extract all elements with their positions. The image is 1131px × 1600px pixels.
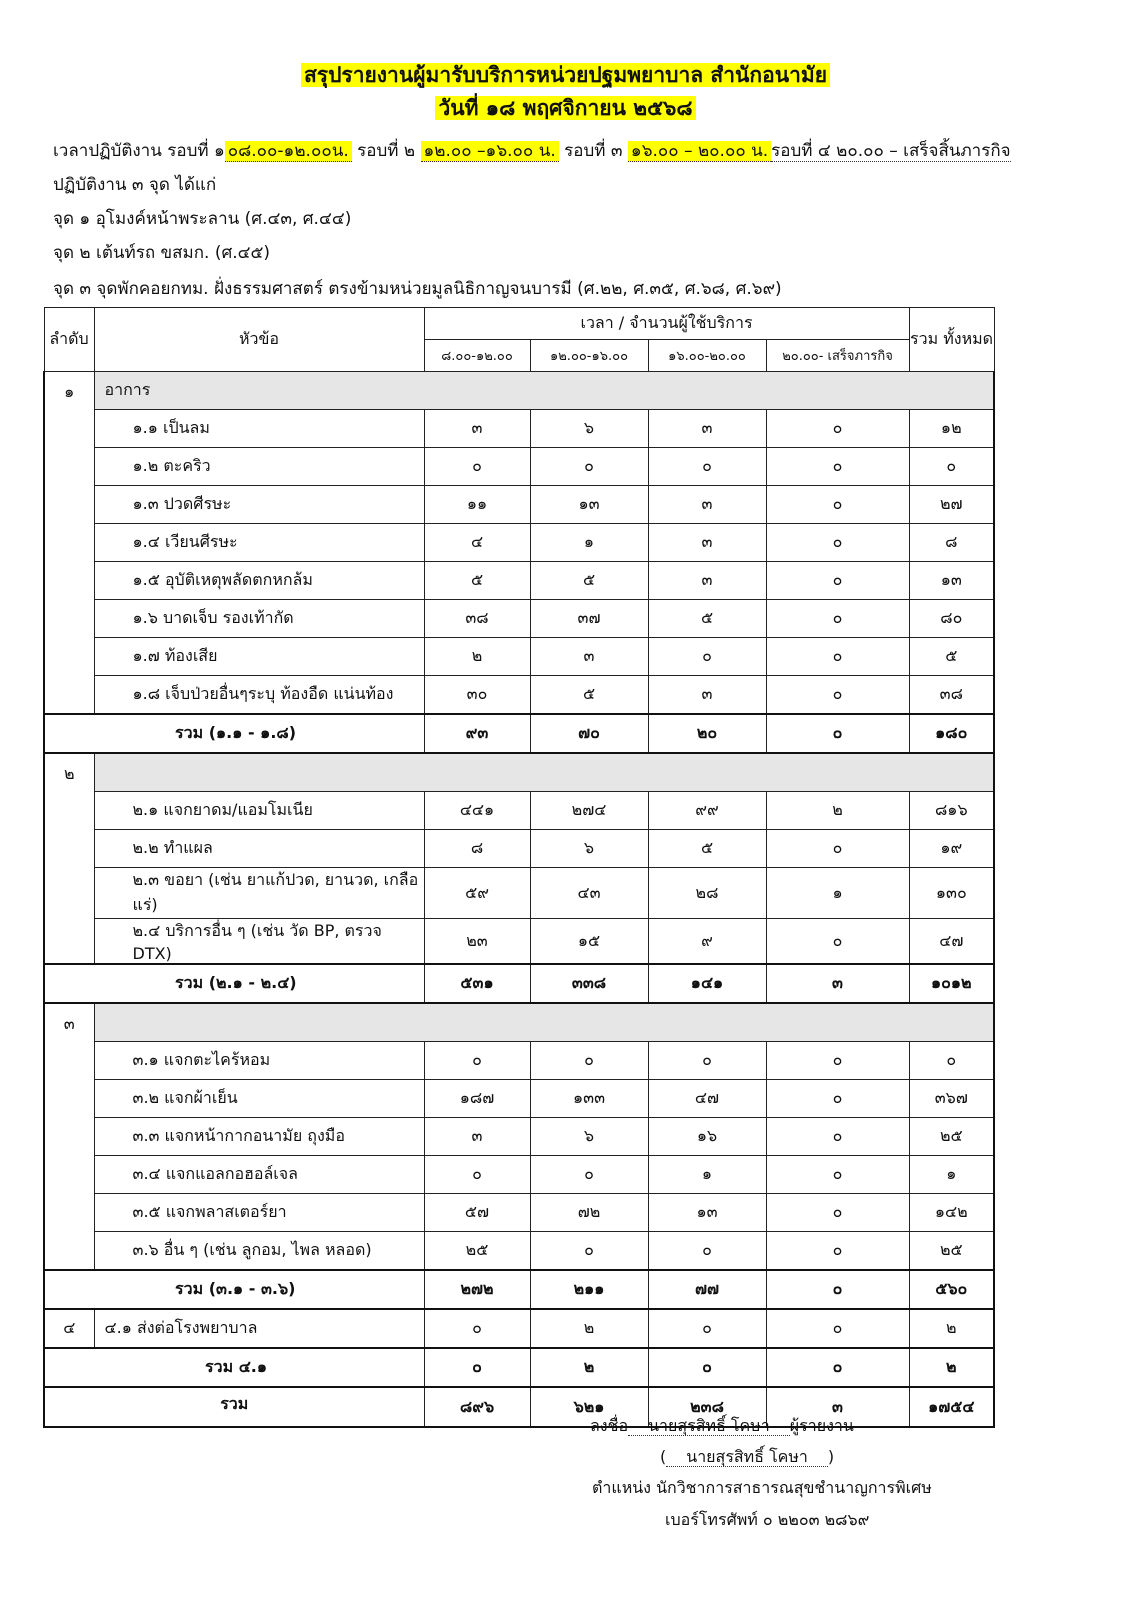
cell: ๖๒๑ [530,1387,648,1427]
header-total: รวม ทั้งหมด [909,308,994,372]
position-line: ตำแหน่ง นักวิชาการสาธารณสุขชำนาญการพิเศษ [592,1478,932,1497]
category-number: ๓ [44,1003,94,1270]
subtotal-row [44,714,994,753]
shift-2-time: ๑๒.๐๐ –๑๖.๐๐ น. [421,141,559,162]
cell: ๕ [424,562,530,600]
cell: ๐ [766,1309,909,1348]
cell: ๓ [424,410,530,448]
category-row [44,372,994,410]
table-row [44,1194,994,1232]
cell: ๐ [424,1156,530,1194]
cell: ๙๓ [424,714,530,753]
cell: ๓ [648,524,766,562]
table-row [44,919,994,965]
cell: ๓๐ [424,676,530,715]
cell: ๐ [766,1348,909,1387]
cell: ๕ [530,562,648,600]
cell: ๓๓๘ [530,964,648,1003]
cell: ๐ [424,448,530,486]
row-label: ๑.๕ อุบัติเหตุพลัดตกหกล้ม [94,562,424,600]
open-paren: ( [660,1447,667,1466]
cell: ๐ [424,1309,530,1348]
row-label: ๓.๖ อื่น ๆ (เช่น ลูกอม, ไพล หลอด) [94,1232,424,1271]
cell-total: ๓๖๗ [909,1080,994,1118]
cell-total: ๕๖๐ [909,1270,994,1309]
cell: ๕๙ [424,868,530,919]
report-date [0,93,1131,123]
phone-line: เบอร์โทรศัพท์ ๐ ๒๒๐๓ ๒๘๖๙ [665,1510,870,1529]
subtotal-row [44,1270,994,1309]
cell: ๓ [648,410,766,448]
category-number: ๒ [44,753,94,964]
report-date-text: วันที่ ๑๘ พฤศจิกายน ๒๕๖๘ [435,96,695,120]
table-row [44,1118,994,1156]
cell: ๐ [766,1232,909,1271]
cell-total: ๒๗ [909,486,994,524]
category-title [94,1003,994,1042]
report-table-body [44,372,994,1428]
shift-4-time: รอบที่ ๔ ๒๐.๐๐ – เสร็จสิ้นภารกิจ [771,141,1011,161]
cell: ๖ [530,830,648,868]
cell: ๓ [424,1118,530,1156]
cell: ๐ [766,1080,909,1118]
cell-total: ๘ [909,524,994,562]
table-row [44,562,994,600]
table-row [44,1080,994,1118]
cell: ๙ [648,919,766,965]
cell: ๐ [648,1309,766,1348]
cell: ๐ [424,1348,530,1387]
category-row [44,1003,994,1042]
table-row [44,792,994,830]
cell: ๓ [530,638,648,676]
cell: ๐ [766,638,909,676]
shift-prefix: เวลาปฏิบัติงาน รอบที่ ๑ [53,141,225,161]
shift-3-label: รอบที่ ๓ [558,141,628,161]
row-label: ๓.๕ แจกพลาสเตอร์ยา [94,1194,424,1232]
cell: ๐ [648,1042,766,1080]
table-row [44,676,994,715]
header-time-group: เวลา / จำนวนผู้ใช้บริการ [424,308,909,340]
row-label: ๒.๔ บริการอื่น ๆ (เช่น วัด BP, ตรวจ DTX) [94,919,424,965]
cell: ๐ [766,1118,909,1156]
header-time-4: ๒๐.๐๐- เสร็จภารกิจ [766,340,909,372]
row-label: ๑.๒ ตะคริว [94,448,424,486]
report-title-text: สรุปรายงานผู้มารับบริการหน่วยปฐมพยาบาล สำนักอนามัย [301,63,830,87]
cell: ๕ [648,830,766,868]
subtotal-row [44,964,994,1003]
row-label: ๓.๒ แจกผ้าเย็น [94,1080,424,1118]
cell-total: ๑๐๑๒ [909,964,994,1003]
cell: ๔๔๑ [424,792,530,830]
cell: ๐ [424,1042,530,1080]
cell: ๒๗๔ [530,792,648,830]
cell-total: ๑๒ [909,410,994,448]
cell: ๐ [766,676,909,715]
cell: ๒๓๘ [648,1387,766,1427]
row-label: ๑.๖ บาดเจ็บ รองเท้ากัด [94,600,424,638]
cell: ๑ [648,1156,766,1194]
table-row [44,1156,994,1194]
cell: ๔ [424,524,530,562]
table-row [44,868,994,919]
table-row [44,600,994,638]
header-no: ลำดับ [44,308,94,372]
cell-total: ๒๕ [909,1118,994,1156]
cell: ๓ [766,1387,909,1427]
cell: ๐ [530,448,648,486]
row-label: ๑.๘ เจ็บป่วยอื่นๆระบุ ท้องอืด แน่นท้อง [94,676,424,715]
cell-total: ๑๓๐ [909,868,994,919]
shift-3-time: ๑๖.๐๐ – ๒๐.๐๐ น. [628,141,771,162]
row-label: ๔.๑ ส่งต่อโรงพยาบาล [94,1309,424,1348]
cell-total: ๒ [909,1348,994,1387]
category-title [94,753,994,792]
cell: ๐ [766,919,909,965]
cell: ๓ [648,676,766,715]
cell: ๐ [766,1270,909,1309]
header-time-2: ๑๒.๐๐-๑๖.๐๐ [530,340,648,372]
cell: ๐ [766,410,909,448]
cell: ๐ [766,486,909,524]
cell-total: ๑๘๐ [909,714,994,753]
cell: ๐ [648,1232,766,1271]
shift-2-label: รอบที่ ๒ [351,141,421,161]
header-time-1: ๘.๐๐-๑๒.๐๐ [424,340,530,372]
shift-1-time: ๐๘.๐๐-๑๒.๐๐น. [225,141,352,162]
row-label: ๒.๓ ขอยา (เช่น ยาแก้ปวด, ยานวด, เกลือแร่) [94,868,424,919]
cell-total: ๒ [909,1309,994,1348]
table-row [44,638,994,676]
cell-total: ๘๐ [909,600,994,638]
cell: ๐ [530,1156,648,1194]
subtotal-label: รวม (๓.๑ - ๓.๖) [44,1270,424,1309]
cell: ๐ [648,638,766,676]
cell-total: ๑๗๕๔ [909,1387,994,1427]
cell: ๕๓๑ [424,964,530,1003]
header-topic: หัวข้อ [94,308,424,372]
cell-total: ๒๕ [909,1232,994,1271]
cell: ๘ [424,830,530,868]
table-row [44,1232,994,1271]
row-label: ๑.๗ ท้องเสีย [94,638,424,676]
table-row [44,448,994,486]
signer-name: นายสุรสิทธิ์ โคษา [628,1416,790,1436]
cell: ๒๕ [424,1232,530,1271]
cell: ๑๖ [648,1118,766,1156]
cell: ๒๘ [648,868,766,919]
cell: ๐ [766,1042,909,1080]
cell: ๓ [766,964,909,1003]
cell: ๓๘ [424,600,530,638]
subtotal-label: รวม (๒.๑ - ๒.๔) [44,964,424,1003]
cell: ๗๗ [648,1270,766,1309]
cell-total: ๑๔๒ [909,1194,994,1232]
table-row [44,486,994,524]
points-intro: ปฏิบัติงาน ๓ จุด ได้แก่ [53,175,217,195]
cell: ๕ [648,600,766,638]
cell: ๗๒ [530,1194,648,1232]
category-number: ๔ [44,1309,94,1348]
cell: ๒ [530,1309,648,1348]
signature-line [590,1414,854,1438]
subtotal-row [44,1348,994,1387]
printed-name-line [660,1445,834,1469]
point-1: จุด ๑ อุโมงค์หน้าพระลาน (ศ.๔๓, ศ.๔๔) [53,209,352,229]
cell-total: ๔๗ [909,919,994,965]
cell-total: ๓๘ [909,676,994,715]
cell: ๒๐ [648,714,766,753]
cell: ๒ [530,1348,648,1387]
cell: ๙๙ [648,792,766,830]
cell: ๗๐ [530,714,648,753]
cell: ๒ [766,792,909,830]
row-label: ๓.๔ แจกแอลกอฮอล์เจล [94,1156,424,1194]
category-number: ๑ [44,372,94,715]
cell-total: ๑๙ [909,830,994,868]
cell: ๐ [766,600,909,638]
category-row [44,753,994,792]
table-row [44,830,994,868]
cell: ๐ [766,1156,909,1194]
cell: ๘๙๖ [424,1387,530,1427]
cell-total: ๐ [909,448,994,486]
cell-total: ๑๓ [909,562,994,600]
cell: ๑ [766,868,909,919]
point-3: จุด ๓ จุดพักคอยกทม. ฝั่งธรรมศาสตร์ ตรงข้ามหน่วยมูลนิธิกาญจนบารมี (ศ.๒๒, ศ.๓๕, ศ.๖๘, ศ.๖๙) [53,279,782,299]
row-label: ๓.๑ แจกตะไคร้หอม [94,1042,424,1080]
cell: ๑๕ [530,919,648,965]
cell: ๓ [648,486,766,524]
cell: ๒๓ [424,919,530,965]
cell: ๖ [530,410,648,448]
category-title: อาการ [94,372,994,410]
row-label: ๓.๓ แจกหน้ากากอนามัย ถุงมือ [94,1118,424,1156]
table-row [44,1042,994,1080]
close-paren: ) [827,1447,835,1466]
cell-total: ๐ [909,1042,994,1080]
row-label: ๒.๑ แจกยาดม/แอมโมเนีย [94,792,424,830]
cell: ๐ [766,562,909,600]
cell: ๒ [424,638,530,676]
cell: ๑๑ [424,486,530,524]
cell: ๑๓๓ [530,1080,648,1118]
report-title [0,60,1131,90]
cell: ๐ [766,714,909,753]
report-table [43,307,995,1428]
cell: ๓๗ [530,600,648,638]
cell: ๐ [530,1042,648,1080]
cell: ๑๘๗ [424,1080,530,1118]
cell: ๐ [530,1232,648,1271]
sign-prefix: ลงชื่อ [590,1416,629,1435]
cell: ๒๑๑ [530,1270,648,1309]
cell: ๐ [766,1194,909,1232]
printed-name: นายสุรสิทธิ์ โคษา [666,1447,828,1467]
cell: ๓ [648,562,766,600]
table-row [44,1309,994,1348]
cell: ๐ [766,830,909,868]
table-row [44,410,994,448]
shift-times-line [53,138,1011,164]
grand-total-label: รวม [44,1387,424,1427]
cell-total: ๑ [909,1156,994,1194]
cell-total: ๕ [909,638,994,676]
header-time-3: ๑๖.๐๐-๒๐.๐๐ [648,340,766,372]
cell: ๐ [648,1348,766,1387]
cell: ๔๗ [648,1080,766,1118]
cell: ๑๓ [648,1194,766,1232]
cell: ๔๓ [530,868,648,919]
row-label: ๑.๓ ปวดศีรษะ [94,486,424,524]
row-label: ๑.๑ เป็นลม [94,410,424,448]
cell: ๑ [530,524,648,562]
point-2: จุด ๒ เต้นท์รถ ขสมก. (ศ.๔๕) [53,243,271,263]
cell-total: ๘๑๖ [909,792,994,830]
subtotal-label: รวม (๑.๑ - ๑.๘) [44,714,424,753]
row-label: ๒.๒ ทำแผล [94,830,424,868]
cell: ๐ [766,524,909,562]
cell: ๑๓ [530,486,648,524]
table-row [44,524,994,562]
cell: ๖ [530,1118,648,1156]
subtotal-label: รวม ๔.๑ [44,1348,424,1387]
cell: ๑๔๑ [648,964,766,1003]
cell: ๕๗ [424,1194,530,1232]
row-label: ๑.๔ เวียนศีรษะ [94,524,424,562]
cell: ๐ [766,448,909,486]
signer-role: ผู้รายงาน [789,1416,854,1435]
cell: ๒๗๒ [424,1270,530,1309]
cell: ๐ [648,448,766,486]
cell: ๕ [530,676,648,715]
